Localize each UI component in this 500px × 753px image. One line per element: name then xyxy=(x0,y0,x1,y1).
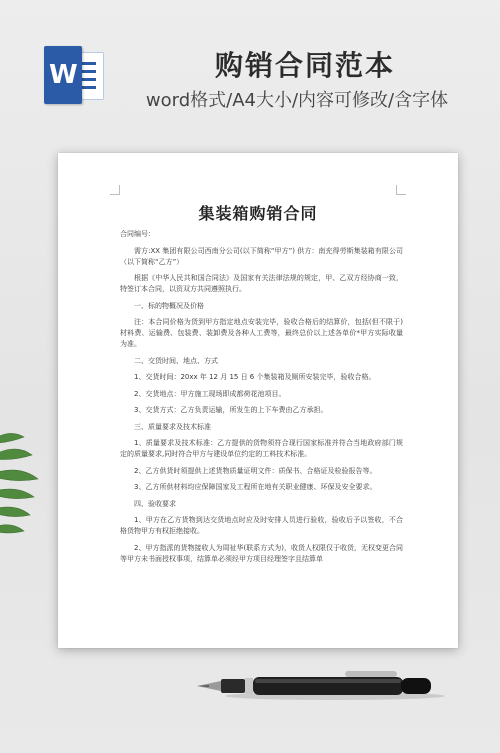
document-body xyxy=(120,229,403,570)
crop-mark xyxy=(110,185,120,195)
word-document-icon xyxy=(44,46,106,104)
section-heading: 三、质量要求及技术标准 xyxy=(134,422,211,431)
section-heading: 四、验收要求 xyxy=(134,499,176,508)
document-title: 集装箱购销合同 xyxy=(198,204,318,223)
body-paragraph: 2、乙方供货时须提供上述货物质量证明文件：质保书、合格证及检验报告等。 xyxy=(134,466,377,475)
section-heading: 一、标的物概况及价格 xyxy=(134,301,204,310)
word-icon-front-sheet xyxy=(44,46,82,104)
word-icon-letter: W xyxy=(49,60,78,90)
body-paragraph: 1、交货时间：20xx 年 12 月 15 日 6 个集装箱及厕所安装完毕，验收合格。 xyxy=(134,373,376,381)
body-paragraph: 2、甲方指派的货物接收人为周祉华(联系方式为)，收货人权限仅于收货，无权变更合同等甲方未书面授权事项，结算单必须经甲方项目经理签字且结算单 xyxy=(120,543,403,563)
page-subtitle: word格式/A4大小/内容可修改/含字体 xyxy=(145,90,449,111)
body-paragraph: 1、质量要求及技术标准：乙方提供的货物须符合现行国家标准并符合当地政府部门规定的质量要求,同时符合甲方与建设单位约定的工料技术标准。 xyxy=(120,439,403,458)
section-heading: 二、交货时间、地点、方式 xyxy=(134,356,218,365)
fountain-pen-icon xyxy=(195,666,445,702)
contract-number-line: 合同编号： xyxy=(120,230,155,238)
crop-mark xyxy=(396,185,406,195)
body-paragraph: 1、甲方在乙方货物到达交货地点时应及时安排人员进行验收，验收后予以签收，不合格货物甲方有权拒绝接收。 xyxy=(120,516,403,535)
body-paragraph: 注：本合同价格为货到甲方指定地点安装完毕，验收合格后的结算价，包括(但不限于)材料费、运输费、包装费、装卸费及各种人工费等，最终总价以上述各单价*甲方实际收量为准。 xyxy=(120,318,403,348)
page-title: 购销合同范本 xyxy=(214,49,395,82)
body-paragraph: 2、交货地点：甲方施工现场即成都荷花池项目。 xyxy=(134,389,286,398)
parties-paragraph: 需方:XX 集团有限公司西南分公司(以下简称“甲方”) 供方：南充得劳斯集装箱有限公司（以下简称“乙方”） xyxy=(120,246,403,266)
body-paragraph: 3、交货方式：乙方负责运输，所发生的上下车费由乙方承担。 xyxy=(134,406,328,414)
plant-leaves-icon xyxy=(0,425,54,565)
basis-paragraph: 根据《中华人民共和国合同法》及国家有关法律法规的规定，甲、乙双方经协商一致，特签订本合同，以资双方共同遵照执行。 xyxy=(120,274,403,293)
body-paragraph: 3、乙方所供材料均应保障国家及工程所在地有关职业健康、环保及安全要求。 xyxy=(134,483,377,491)
document-page xyxy=(58,153,458,648)
